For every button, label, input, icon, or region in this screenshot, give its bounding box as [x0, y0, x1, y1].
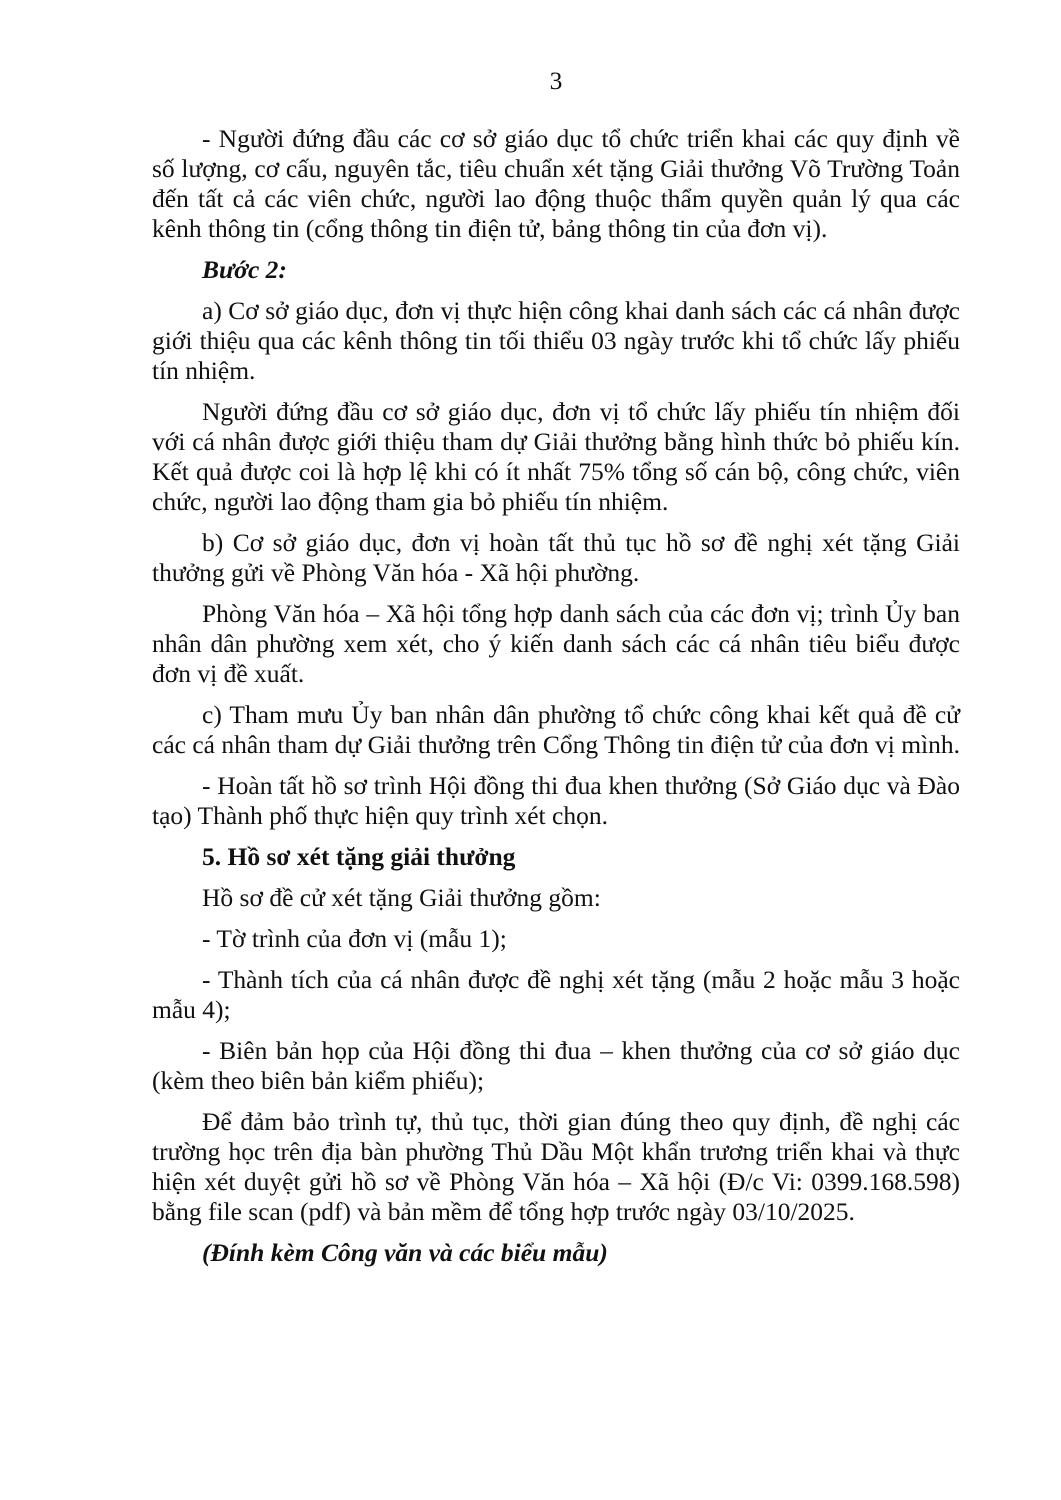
page-number: 3 — [549, 66, 563, 95]
section-5-heading: 5. Hồ sơ xét tặng giải thưởng — [202, 842, 516, 871]
attachments-note: (Đính kèm Công văn và các biểu mẫu) — [202, 1238, 608, 1267]
paragraph-deadline: Để đảm bảo trình tự, thủ tục, thời gian đúng theo quy định, đề nghị các trường học trên địa bàn phường Thủ Dầu Một khẩn trương triển khai và thực hiện xét duyệt gửi hồ sơ về Phòng Văn hóa – Xã hội (Đ/c Vi: 0399.168.598) bằng file scan (pdf) và bản mềm để tổng hợp trước ngày 03/10/2025. — [152, 1107, 960, 1226]
paragraph-complete-dossier: - Hoàn tất hồ sơ trình Hội đồng thi đua khen thưởng (Sở Giáo dục và Đào tạo) Thành phố thực hiện quy trình xét chọn. — [152, 771, 960, 830]
paragraph-step-2b: b) Cơ sở giáo dục, đơn vị hoàn tất thủ tục hồ sơ đề nghị xét tặng Giải thưởng gửi về Phòng Văn hóa - Xã hội phường. — [152, 528, 960, 587]
list-item-achievements: - Thành tích của cá nhân được đề nghị xét tặng (mẫu 2 hoặc mẫu 3 hoặc mẫu 4); — [152, 965, 960, 1024]
list-item-meeting-minutes: - Biên bản họp của Hội đồng thi đua – khen thưởng của cơ sở giáo dục (kèm theo biên bản kiểm phiếu); — [152, 1036, 960, 1095]
paragraph-confidence-vote: Người đứng đầu cơ sở giáo dục, đơn vị tổ chức lấy phiếu tín nhiệm đối với cá nhân được giới thiệu tham dự Giải thưởng bằng hình thức bỏ phiếu kín. Kết quả được coi là hợp lệ khi có ít nhất 75% tổng số cán bộ, công chức, viên chức, người lao động tham gia bỏ phiếu tín nhiệm. — [152, 397, 960, 516]
paragraph-step-2a: a) Cơ sở giáo dục, đơn vị thực hiện công khai danh sách các cá nhân được giới thiệu qua các kênh thông tin tối thiểu 03 ngày trước khi tổ chức lấy phiếu tín nhiệm. — [152, 296, 960, 385]
paragraph-dissemination: - Người đứng đầu các cơ sở giáo dục tổ chức triển khai các quy định về số lượng, cơ cấu, nguyên tắc, tiêu chuẩn xét tặng Giải thưởng Võ Trường Toản đến tất cả các viên chức, người lao động thuộc thẩm quyền quản lý qua các kênh thông tin (cổng thông tin điện tử, bảng thông tin của đơn vị). — [152, 124, 960, 243]
list-item-submission: - Tờ trình của đơn vị (mẫu 1); — [202, 924, 507, 953]
step-2-heading: Bước 2: — [202, 255, 287, 284]
paragraph-dossier-intro: Hồ sơ đề cử xét tặng Giải thưởng gồm: — [202, 883, 601, 912]
paragraph-step-2c: c) Tham mưu Ủy ban nhân dân phường tổ chức công khai kết quả đề cử các cá nhân tham dự Giải thưởng trên Cổng Thông tin điện tử của đơn vị mình. — [152, 700, 961, 759]
paragraph-office-summary: Phòng Văn hóa – Xã hội tổng hợp danh sách của các đơn vị; trình Ủy ban nhân dân phường xem xét, cho ý kiến danh sách các cá nhân tiêu biểu được đơn vị đề xuất. — [152, 599, 960, 688]
document-page — [152, 66, 960, 1279]
